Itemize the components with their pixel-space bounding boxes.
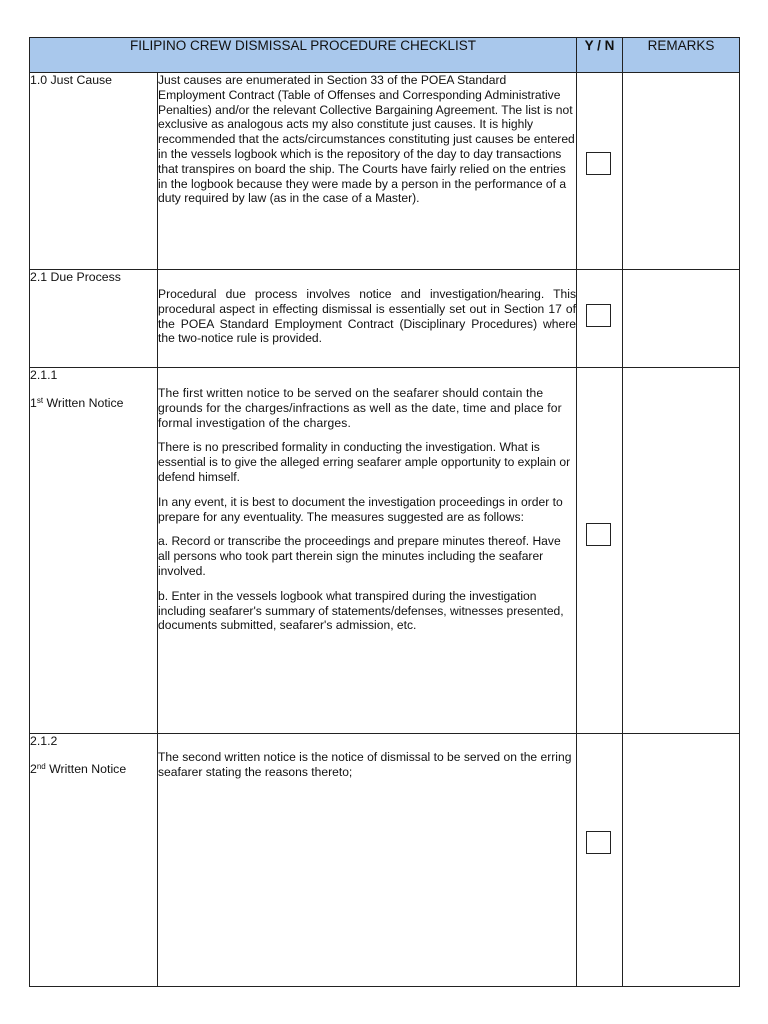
table-header-row	[30, 38, 740, 73]
description-paragraph: Just causes are enumerated in Section 33 of the POEA Standard Employment Contract (Table of Offenses and Corresponding Administrative Penalties) and/or the relevant Collective Bargaining Agreement. The list is not exclusive as analogous acts my also constitute just causes. It is highly recommended that the acts/circumstances constituting just causes be entered in the vessels logbook which is the repository of the day to day transactions that transpires on board the ship. The Courts have fairly relied on the entries in the logbook because they were made by a person in the performance of a duty required by law (as in the case of a Master).	[158, 73, 575, 206]
description-paragraph: There is no prescribed formality in conducting the investigation. What is essential is to give the alleged erring seafarer ample opportunity to explain or defend himself.	[158, 440, 571, 484]
table-row-just-cause	[30, 73, 740, 270]
row-description	[158, 368, 577, 734]
row-label-number: 2.1.2	[30, 734, 58, 748]
description-paragraph: b. Enter in the vessels logbook what transpired during the investigation including seafarer's summary of statements/defenses, witnesses presented, documents submitted, seafarer's admission, etc.	[158, 588, 564, 633]
remarks-cell[interactable]	[623, 368, 740, 734]
yn-checkbox[interactable]	[586, 831, 611, 854]
remarks-cell[interactable]	[623, 73, 740, 270]
remarks-column-header: REMARKS	[623, 38, 740, 73]
remarks-cell[interactable]	[623, 270, 740, 368]
row-label-number: 2.1.1	[30, 368, 58, 382]
yn-cell	[577, 73, 623, 270]
description-paragraph: In any event, it is best to document the investigation proceedings in order to prepare for any eventuality. The measures suggested are as follows:	[158, 494, 563, 524]
description-paragraph: The second written notice is the notice of dismissal to be served on the erring seafarer stating the reasons thereto;	[158, 750, 572, 779]
table-row-first-written-notice	[30, 368, 740, 734]
yn-checkbox[interactable]	[586, 152, 611, 175]
row-label-title: 2nd Written Notice	[30, 762, 127, 776]
row-label	[30, 734, 158, 987]
row-label: 2.1 Due Process	[30, 270, 158, 368]
dismissal-checklist-table	[29, 37, 740, 987]
description-paragraph: a. Record or transcribe the proceedings and prepare minutes thereof. Have all persons who took part therein sign the minutes including the seafarer involved.	[158, 534, 561, 578]
yn-checkbox[interactable]	[586, 523, 611, 546]
description-paragraph: Procedural due process involves notice and investigation/hearing. This procedural aspect in effecting dismissal is essentially set out in Section 17 of the POEA Standard Employment Contract (Disciplinary Procedures) where the two-notice rule is provided.	[158, 287, 576, 346]
description-paragraph: The first written notice to be served on the seafarer should contain the grounds for the charges/infractions as well as the date, time and place for formal investigation of the charges.	[158, 386, 562, 430]
row-label	[30, 368, 158, 734]
row-description	[158, 734, 577, 987]
yn-cell	[577, 734, 623, 987]
yn-cell	[577, 368, 623, 734]
row-label: 1.0 Just Cause	[30, 73, 158, 270]
row-label-title: 1st Written Notice	[30, 396, 124, 410]
remarks-cell[interactable]	[623, 734, 740, 987]
yn-column-header: Y / N	[577, 38, 623, 73]
checklist-title: FILIPINO CREW DISMISSAL PROCEDURE CHECKLIST	[30, 38, 577, 73]
yn-checkbox[interactable]	[586, 304, 611, 327]
table-row-second-written-notice	[30, 734, 740, 987]
table-row-due-process	[30, 270, 740, 368]
row-description	[158, 73, 577, 270]
row-description	[158, 270, 577, 368]
yn-cell	[577, 270, 623, 368]
